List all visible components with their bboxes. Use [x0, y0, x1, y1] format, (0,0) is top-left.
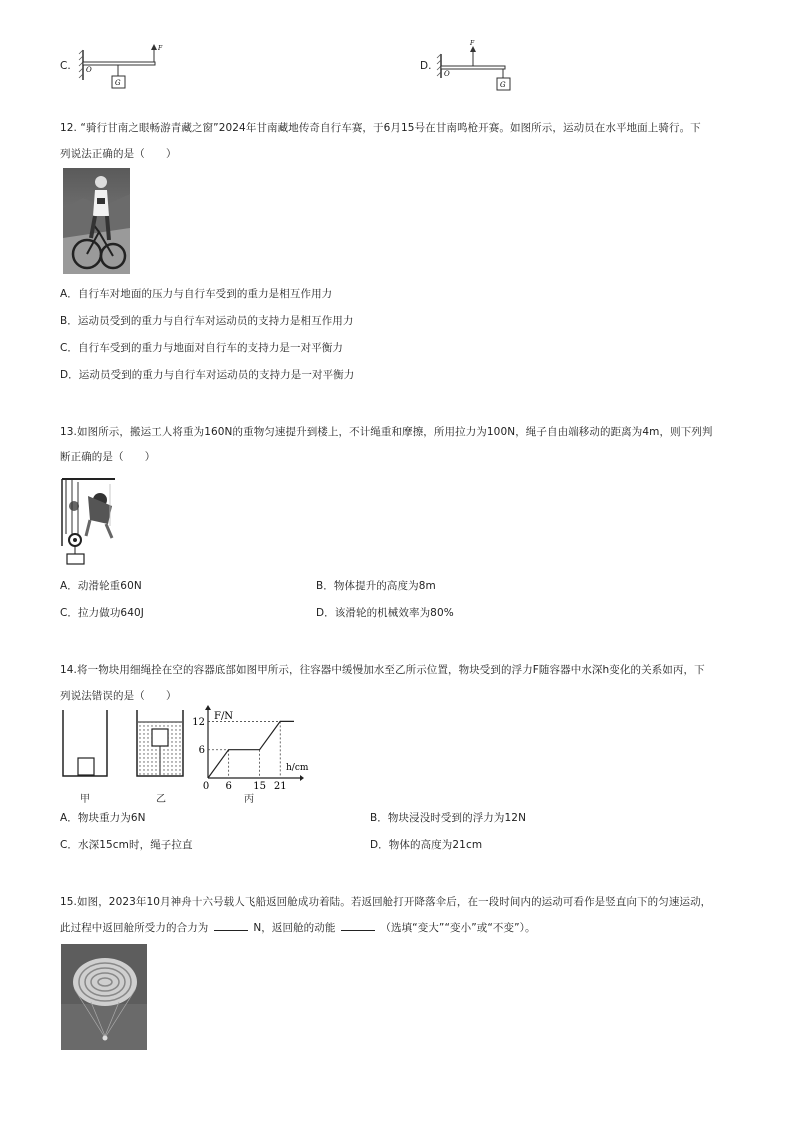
x-tick-0: 0 [202, 781, 210, 792]
x-tick-2: 15 [253, 781, 266, 792]
fig-label-jia: 甲 [80, 794, 91, 805]
q13-stem-line2: 断正确的是（ ） [60, 451, 156, 463]
q14-option-a: A．物块重力为6N [60, 812, 146, 824]
q15-stem-line1: 15.如图，2023年10月神舟十六号载人飞船返回舱成功着陆。若返回舱打开降落伞后，在一段时间内的运动可看作是竖直向下的匀速运动， [60, 896, 712, 908]
q12-stem-line1: 12. “骑行甘南之眼畅游青藏之窗”2024年甘南藏地传奇自行车赛，于6月15号在甘南鸣枪开赛。如图所示，运动员在水平地面上骑行。下 [60, 122, 701, 134]
q12-stem-line2: 列说法正确的是（ ） [60, 148, 177, 160]
q15-stem-part-b: N，返回舱的动能 [253, 922, 336, 934]
weight-label-d: G [500, 81, 506, 89]
q12-option-d: D．运动员受到的重力与自行车对运动员的支持力是一对平衡力 [60, 369, 355, 381]
q13-option-a: A．动滑轮重60N [60, 580, 142, 592]
q15-stem-part-c: （选填“变大”“变小”或“不变”）。 [380, 922, 536, 934]
q14-option-b: B．物块浸没时受到的浮力为12N [370, 812, 527, 824]
q12-option-c: C．自行车受到的重力与地面对自行车的支持力是一对平衡力 [60, 342, 344, 354]
answer-blank-1[interactable] [214, 920, 248, 931]
buoyancy-graph [192, 704, 309, 792]
cyclist-photo [63, 168, 130, 274]
weight-label-c: G [115, 79, 121, 87]
fig-label-yi: 乙 [156, 794, 167, 805]
q12-option-b: B．运动员受到的重力与自行车对运动员的支持力是相互作用力 [60, 315, 354, 327]
q13-option-c: C．拉力做功640J [60, 607, 144, 619]
container-yi [134, 708, 186, 778]
graph-y-axis-label: F/N [214, 711, 234, 722]
y-tick-0: 6 [198, 745, 205, 757]
fig-label-bing: 丙 [244, 794, 255, 805]
q15-stem-part-a: 此过程中返回舱所受力的合力为 [60, 922, 209, 934]
q14-stem-line1: 14.将一物块用细绳拴在空的容器底部如图甲所示，往容器中缓慢加水至乙所示位置，物块受到的浮力F随容器中水深h变化的关系如丙，下 [60, 664, 705, 676]
q15-stem-line2 [60, 920, 536, 935]
container-jia [60, 708, 110, 778]
option-c-label: C. [60, 60, 71, 72]
q14-option-d: D．物体的高度为21cm [370, 839, 483, 851]
q13-stem-line1: 13.如图所示，搬运工人将重为160N的重物匀速提升到楼上，不计绳重和摩擦，所用拉力为100N，绳子自由端移动的距离为4m，则下列判 [60, 426, 713, 438]
pulley-diagram [60, 476, 122, 568]
parachute-illustration [61, 944, 147, 1050]
pivot-label-d: O [444, 70, 450, 78]
option-d-label: D. [420, 60, 432, 72]
cyclist-illustration [63, 168, 130, 274]
force-label-c: F [158, 45, 163, 52]
pivot-label-c: O [86, 66, 92, 74]
answer-blank-2[interactable] [341, 920, 375, 931]
lever-diagram-c [78, 42, 168, 94]
x-tick-1: 6 [225, 781, 232, 792]
q14-stem-line2: 列说法错误的是（ ） [60, 690, 177, 702]
force-label-d: F [470, 40, 475, 47]
y-tick-1: 12 [192, 716, 205, 728]
lever-diagram-d [436, 40, 516, 94]
q13-option-d: D．该滑轮的机械效率为80% [316, 607, 454, 619]
parachute-photo [61, 944, 147, 1050]
x-tick-3: 21 [273, 781, 287, 792]
q14-option-c: C．水深15cm时，绳子拉直 [60, 839, 193, 851]
graph-x-axis-label: h/cm [286, 763, 309, 773]
q12-option-a: A．自行车对地面的压力与自行车受到的重力是相互作用力 [60, 288, 333, 300]
q13-option-b: B．物体提升的高度为8m [316, 580, 436, 592]
